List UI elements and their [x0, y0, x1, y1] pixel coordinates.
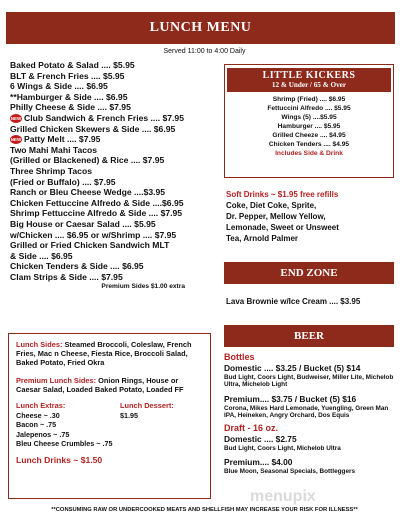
lunch-item	[10, 81, 220, 92]
lunch-sides-text: Steamed Broccoli, Coleslaw, French Fries, Mac n Cheese, Fiesta Rice, Broccoli Salad, Baked Potato, Fried Okra	[16, 340, 192, 368]
draft-domestic-brands: Bud Light, Coors Light, Michelob Ultra	[224, 444, 341, 452]
premium-sides-text: Onion Rings, House or Caesar Salad, Loaded Baked Potato, Loaded FF	[16, 375, 184, 394]
served-hours: Served 11:00 to 4:00 Daily	[163, 48, 246, 55]
lunch-item	[10, 60, 220, 71]
soft-drinks-heading: Soft Drinks ~ $1.95 free refills	[226, 190, 339, 199]
bottles-premium-price: Premium.... $3.75 / Bucket (5) $16	[224, 394, 357, 405]
lunch-sides	[16, 340, 203, 368]
lunch-item	[10, 230, 220, 241]
lunch-drinks: Lunch Drinks ~ $1.50	[16, 454, 103, 465]
lunch-item-text: Chicken Fettuccine Alfredo & Side ....$6.95	[10, 197, 184, 208]
lunch-item-text: 6 Wings & Side .... $6.95	[10, 81, 108, 92]
lunch-dessert-price: $1.95	[120, 410, 138, 420]
lunch-dessert	[120, 401, 174, 449]
lunch-item-text: Patty Melt .... $7.95	[24, 134, 101, 145]
extras-row	[16, 401, 203, 449]
soft-drinks-line: Dr. Pepper, Mellow Yellow,	[226, 212, 326, 221]
soft-drinks-line: Coke, Diet Coke, Sprite,	[226, 201, 317, 210]
sides-box	[8, 333, 211, 499]
lunch-item	[10, 198, 220, 209]
little-kickers-list	[225, 95, 393, 149]
lunch-item	[10, 113, 220, 124]
extra-item: Cheese ~ .30	[16, 410, 60, 420]
new-badge-icon: NEW	[10, 137, 22, 143]
draft-premium-brands: Blue Moon, Seasonal Specials, Bottleggers	[224, 467, 356, 475]
lunch-item	[10, 251, 220, 262]
beer-section	[224, 352, 396, 476]
lunch-item	[10, 71, 220, 82]
lunch-item	[10, 240, 220, 251]
lunch-item	[10, 166, 220, 177]
lunch-item-text: Philly Cheese & Side .... $7.95	[10, 102, 131, 113]
little-kickers-header	[227, 68, 391, 92]
lunch-item	[10, 208, 220, 219]
lunch-item	[10, 187, 220, 198]
lunch-item	[10, 102, 220, 113]
lunch-item-text: Shrimp Fettuccine Alfredo & Side .... $7.95	[10, 208, 183, 219]
lunch-item-text: Two Mahi Mahi Tacos	[10, 144, 98, 155]
lunch-item-text: Grilled Chicken Skewers & Side .... $6.95	[10, 123, 176, 134]
lunch-item-text: **Hamburger & Side .... $6.95	[10, 91, 128, 102]
lunch-item	[10, 177, 220, 188]
bottles-domestic-brands: Bud Light, Coors Light, Budweiser, Miller Lite, Michelob Ultra, Michelob Light	[224, 373, 394, 389]
little-kickers-box	[224, 64, 394, 178]
lunch-item-text: BLT & French Fries .... $5.95	[10, 70, 125, 81]
soft-drinks-line: Lemonade, Sweet or Unsweet	[226, 223, 339, 232]
lunch-item-text: Big House or Caesar Salad .... $5.95	[10, 218, 156, 229]
bottles-domestic-price: Domestic .... $3.25 / Bucket (5) $14	[224, 363, 361, 373]
kickers-item: Grilled Cheeze .... $4.95	[272, 132, 346, 139]
lunch-item-text: & Side .... $6.95	[10, 250, 73, 261]
lunch-items-list	[10, 60, 220, 290]
premium-sides	[16, 376, 203, 394]
draft-label: Draft - 16 oz.	[224, 423, 279, 434]
lunch-item-text: w/Chicken .... $6.95 or w/Shrimp .... $7.95	[10, 229, 177, 240]
lunch-item-text: Club Sandwich & French Fries .... $7.95	[24, 112, 184, 123]
lunch-item-text: Baked Potato & Salad .... $5.95	[10, 60, 135, 70]
lunch-item-text: (Fried or Buffalo) .... $7.95	[10, 176, 116, 187]
lunch-item-text: Ranch or Bleu Cheese Wedge ....$3.95	[10, 187, 166, 198]
premium-sides-note: Premium Sides $1.00 extra	[101, 283, 185, 291]
extra-item: Bleu Cheese Crumbles ~ .75	[16, 439, 113, 449]
lava-brownie-item: Lava Brownie w/Ice Cream .... $3.95	[226, 297, 361, 306]
lunch-item	[10, 92, 220, 103]
little-kickers-includes: Includes Side & Drink	[275, 150, 343, 157]
kickers-item: Chicken Tenders .... $4.95	[268, 141, 350, 148]
soft-drinks-line: Tea, Arnold Palmer	[226, 234, 299, 243]
lunch-item-text: Chicken Tenders & Side .... $6.95	[10, 261, 144, 272]
kickers-item: Hamburger .... $5.95	[277, 123, 341, 130]
extra-item: Jalepenos ~ .75	[16, 429, 70, 439]
lunch-menu-banner: LUNCH MENU	[6, 12, 395, 44]
beer-banner: BEER	[224, 325, 394, 347]
lunch-item-text: Clam Strips & Side .... $7.95	[10, 271, 123, 282]
lunch-item	[10, 261, 220, 272]
end-zone-banner: END ZONE	[224, 262, 394, 284]
lunch-extras	[16, 401, 120, 449]
little-kickers-subtitle: 12 & Under / 65 & Over	[271, 81, 347, 89]
extra-item: Bacon ~ .75	[16, 420, 57, 430]
kickers-item: Shrimp (Fried) .... $6.95	[272, 96, 346, 103]
kickers-item: Wings (5) ....$5.95	[281, 114, 337, 121]
lunch-item	[10, 155, 220, 166]
lunch-item	[10, 145, 220, 156]
premium-sides-label: Premium Lunch Sides:	[16, 375, 97, 385]
lunch-item-text: Grilled or Fried Chicken Sandwich MLT	[10, 240, 170, 251]
draft-premium-price: Premium.... $4.00	[224, 457, 293, 468]
lunch-extras-label: Lunch Extras:	[16, 401, 66, 411]
bottles-label: Bottles	[224, 352, 255, 362]
draft-domestic-price: Domestic .... $2.75	[224, 434, 297, 445]
bottles-premium-brands: Corona, Mikes Hard Lemonade, Yuengling, Green Man IPA, Heineken, Angry Orchard, Dos Equis	[224, 404, 389, 420]
little-kickers-title: LITTLE KICKERS	[262, 70, 356, 81]
lunch-item-text: (Grilled or Blackened) & Rice .... $7.95	[10, 155, 165, 166]
soft-drinks-section	[226, 189, 394, 244]
lunch-item	[10, 219, 220, 230]
lunch-item-text: Three Shrimp Tacos	[10, 165, 92, 176]
new-badge-icon: NEW	[10, 116, 22, 122]
lunch-item	[10, 272, 220, 283]
lunch-dessert-label: Lunch Dessert:	[120, 401, 174, 411]
raw-food-warning: **CONSUMING RAW OR UNDERCOOKED MEATS AND SHELLFISH MAY INCREASE YOUR RISK FOR ILLNESS**	[51, 507, 358, 513]
menupix-watermark: menupix	[250, 488, 316, 505]
lunch-item	[10, 134, 220, 145]
lunch-sides-label: Lunch Sides:	[16, 340, 63, 349]
kickers-item: Fettuccini Alfredo .... $5.95	[267, 105, 351, 112]
lunch-item	[10, 124, 220, 135]
